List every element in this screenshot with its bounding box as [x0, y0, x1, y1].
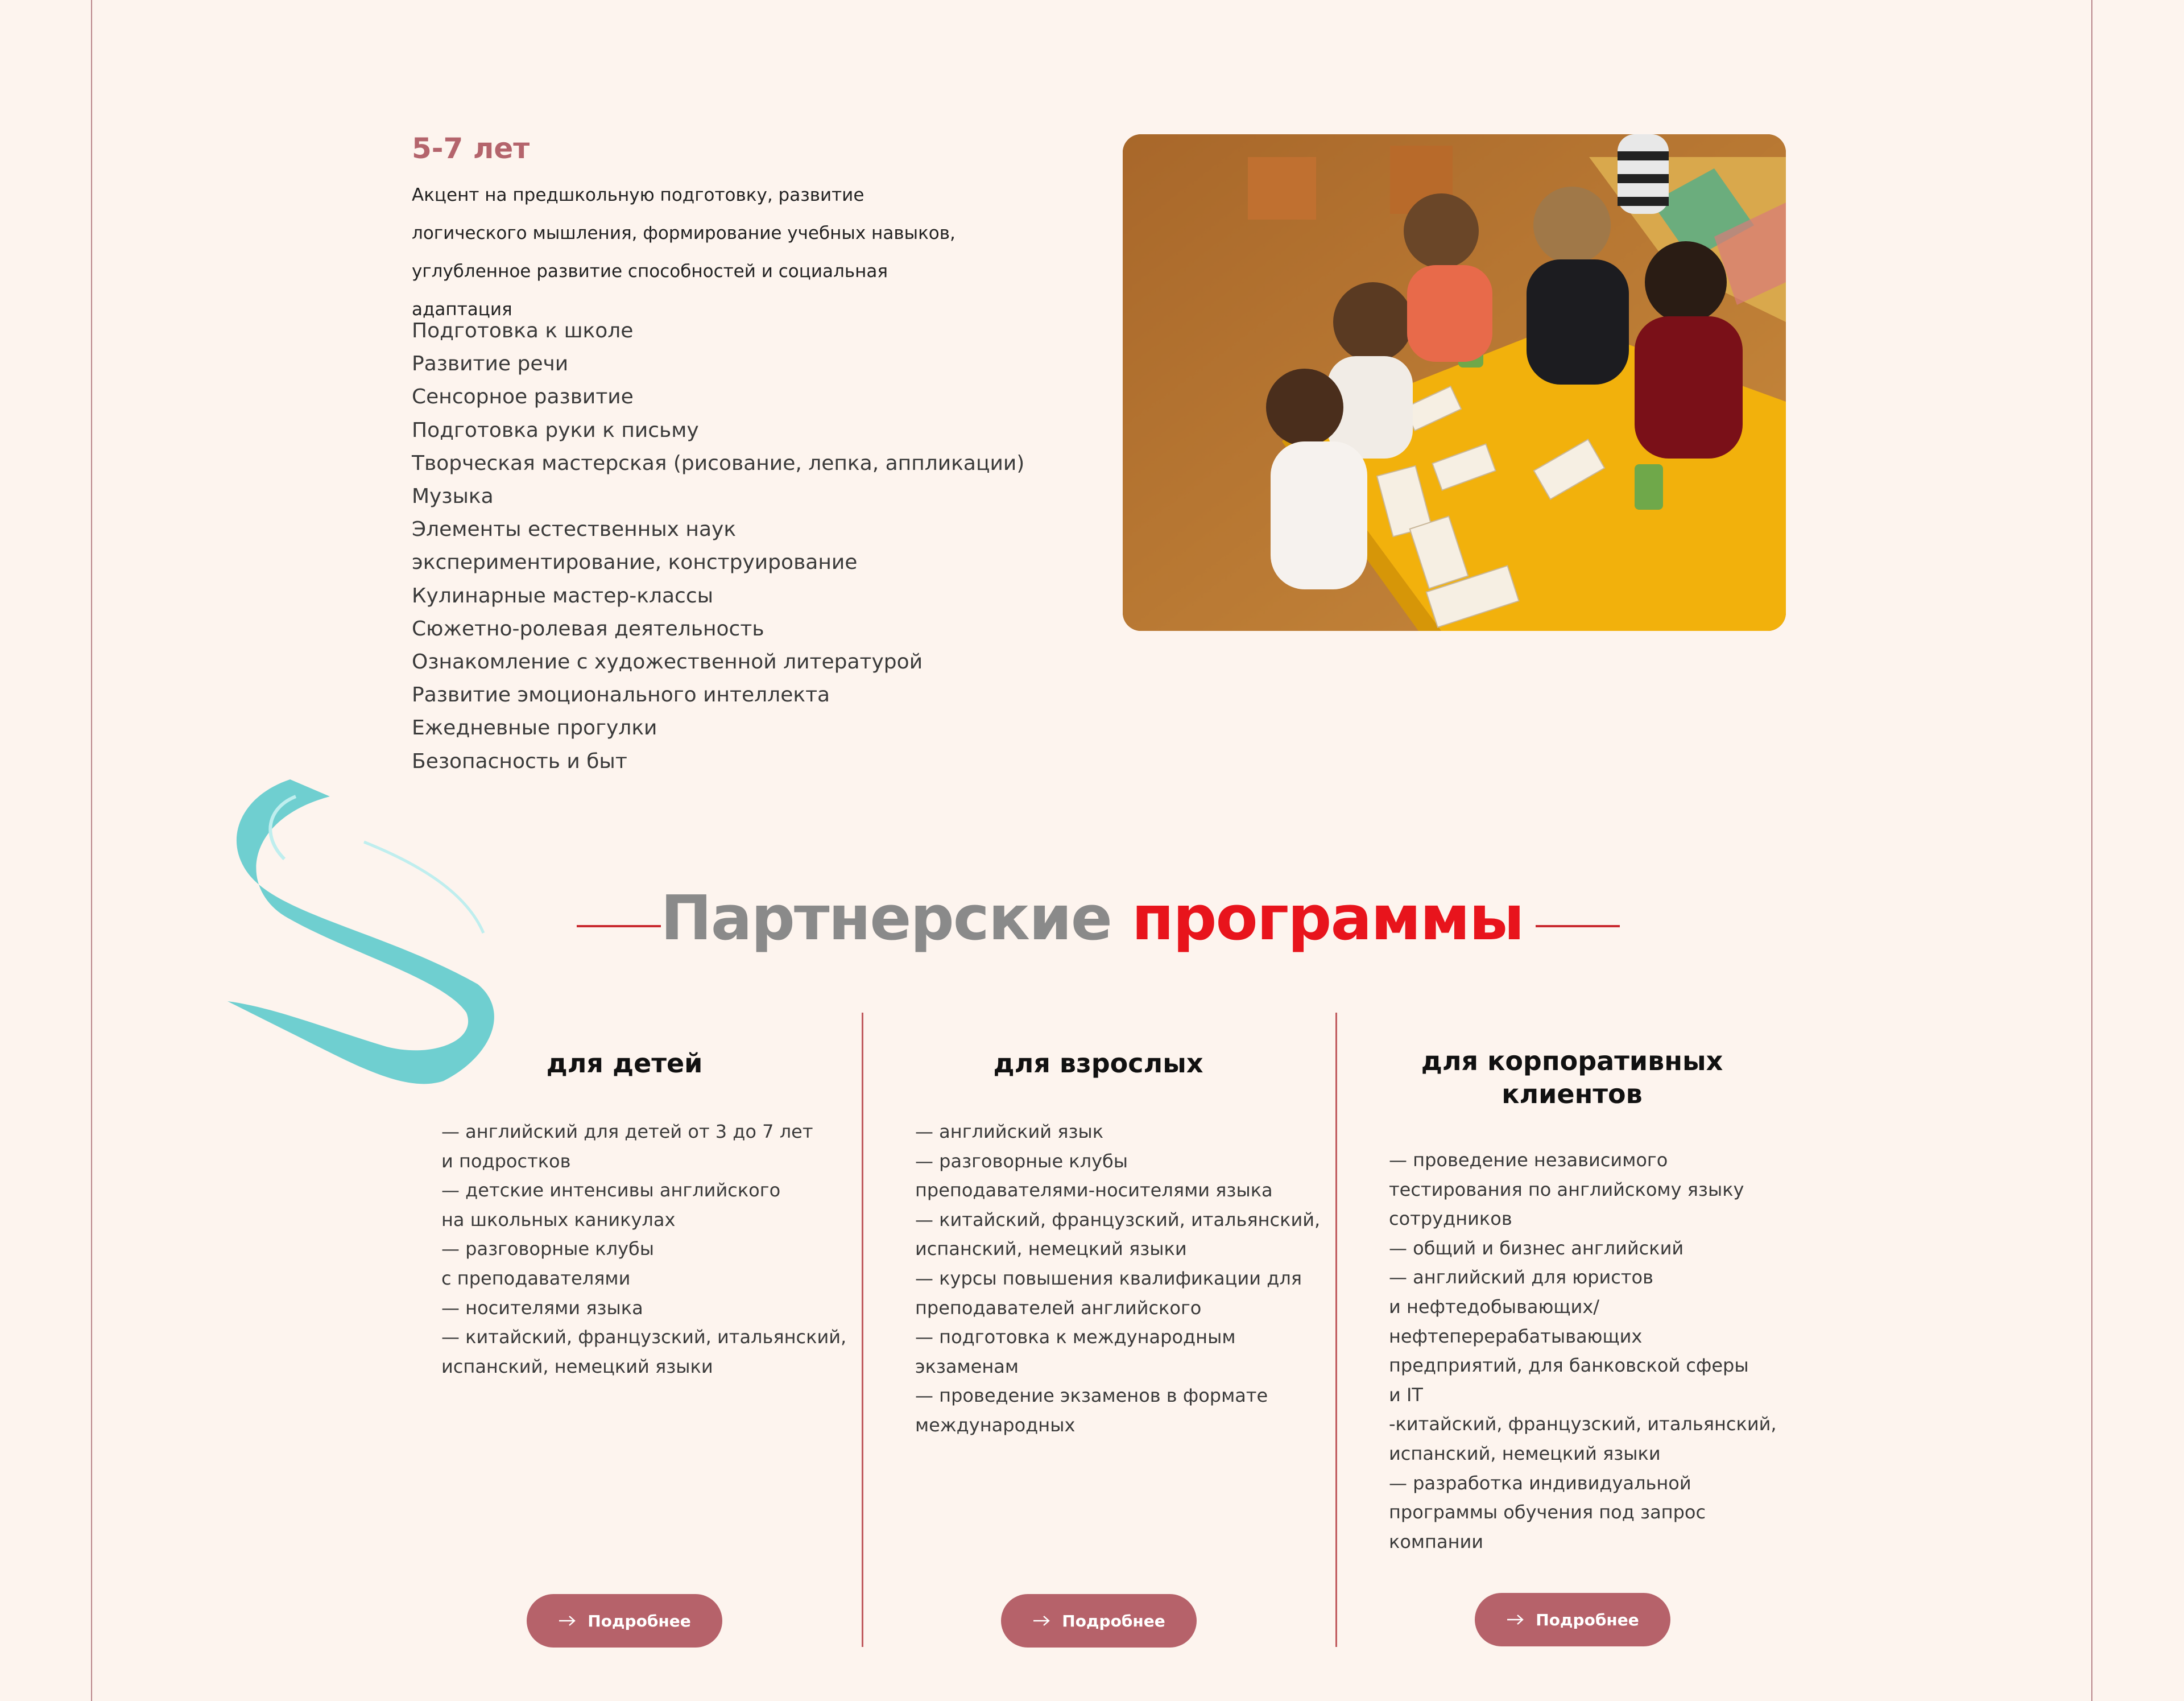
list-item: — курсы повышения квалификации для — [915, 1267, 1302, 1289]
list-item: — общий и бизнес английский — [1389, 1237, 1684, 1259]
topic-item: Сенсорное развитие — [412, 385, 634, 409]
list-item: с преподавателями — [441, 1267, 631, 1289]
title-dash-right — [1536, 925, 1620, 927]
list-item: международных — [915, 1414, 1076, 1436]
topic-item: Ежедневные прогулки — [412, 716, 657, 740]
arrow-right-icon — [558, 1615, 576, 1626]
column-heading-corporate — [1345, 1044, 1800, 1110]
topic-item: Подготовка руки к письму — [412, 418, 699, 442]
topic-item: Развитие эмоционального интеллекта — [412, 683, 830, 707]
children-classroom-photo — [1123, 134, 1786, 631]
list-item: — разработка индивидуальной — [1389, 1472, 1691, 1494]
topic-item: Подготовка к школе — [412, 319, 634, 342]
list-item: — проведение экзаменов в формате — [915, 1385, 1268, 1407]
list-item: компании — [1389, 1530, 1484, 1553]
list-item: нефтеперерабатывающих — [1389, 1325, 1643, 1347]
list-item: — носителями языка — [441, 1297, 643, 1319]
topic-item: Элементы естественных наук — [412, 518, 737, 542]
topic-item: Музыка — [412, 485, 494, 509]
list-item: испанский, немецкий языки — [915, 1238, 1187, 1260]
topics-list — [412, 315, 1024, 778]
more-button-kids[interactable] — [527, 1594, 722, 1648]
title-word-red: программы — [1131, 883, 1524, 954]
list-item: преподавателями-носителями языка — [915, 1179, 1273, 1202]
list-item: — проведение независимого — [1389, 1149, 1668, 1171]
list-item: — китайский, французский, итальянский, — [441, 1326, 847, 1348]
list-item: программы обучения под запрос — [1389, 1501, 1706, 1524]
topic-item: Безопасность и быт — [412, 749, 627, 773]
list-item: сотрудников — [1389, 1208, 1512, 1230]
list-item: и подростков — [441, 1150, 571, 1172]
topic-item: Сюжетно-ролевая деятельность — [412, 617, 764, 641]
column-list-corporate — [1389, 1146, 1777, 1557]
list-item: на школьных каникулах — [441, 1208, 676, 1231]
list-item: экзаменам — [915, 1355, 1019, 1377]
left-border-line — [91, 0, 92, 1701]
right-border-line — [2091, 0, 2092, 1701]
column-list-adults — [915, 1117, 1320, 1440]
column-heading-adults: для взрослых — [993, 1048, 1203, 1079]
topic-item: Кулинарные мастер-классы — [412, 584, 714, 608]
column-divider — [1335, 1013, 1337, 1647]
column-list-kids — [441, 1117, 846, 1381]
list-item: испанский, немецкий языки — [1389, 1442, 1661, 1464]
arrow-right-icon — [1032, 1615, 1050, 1626]
heading-line: для корпоративных — [1421, 1046, 1723, 1076]
list-item: — разговорные клубы — [441, 1238, 655, 1260]
list-item: — детские интенсивы английского — [441, 1179, 781, 1202]
more-button-label: Подробнее — [588, 1611, 691, 1630]
more-button-label: Подробнее — [1062, 1611, 1165, 1630]
topic-item: Ознакомление с художественной литературой — [412, 650, 923, 674]
list-item: -китайский, французский, итальянский, — [1389, 1413, 1777, 1435]
list-item: тестирования по английскому языку — [1389, 1178, 1744, 1200]
heading-line: клиентов — [1502, 1079, 1643, 1109]
list-item: предприятий, для банковской сферы — [1389, 1355, 1749, 1377]
title-word-grey: Партнерские — [660, 883, 1111, 954]
list-item: — разговорные клубы — [915, 1150, 1128, 1172]
more-button-corporate[interactable] — [1475, 1593, 1670, 1646]
list-item: — подготовка к международным — [915, 1326, 1236, 1348]
column-heading-kids: для детей — [546, 1048, 703, 1079]
list-item: и нефтедобывающих/ — [1389, 1295, 1600, 1318]
list-item: испанский, немецкий языки — [441, 1355, 713, 1377]
column-divider — [862, 1013, 863, 1647]
list-item: — китайский, французский, итальянский, — [915, 1208, 1321, 1231]
topic-item: экспериментирование, конструирование — [412, 551, 858, 575]
list-item: — английский язык — [915, 1121, 1104, 1142]
partners-section-title — [0, 879, 2184, 959]
topic-item: Развитие речи — [412, 352, 569, 376]
topic-item: Творческая мастерская (рисование, лепка, аппликации) — [412, 451, 1025, 475]
list-item: преподавателей английского — [915, 1297, 1202, 1319]
age-group-description: Акцент на предшкольную подготовку, развитие логического мышления, формирование учебных навыков, углубленное развитие способностей и социальная адаптация — [412, 185, 956, 320]
more-button-adults[interactable] — [1001, 1594, 1197, 1648]
more-button-label: Подробнее — [1536, 1610, 1639, 1629]
arrow-right-icon — [1506, 1614, 1524, 1625]
list-item: — английский для детей от 3 до 7 лет — [441, 1121, 813, 1142]
list-item: — английский для юристов — [1389, 1266, 1653, 1289]
age-group-title: 5-7 лет — [412, 132, 530, 165]
list-item: и IT — [1389, 1384, 1423, 1406]
